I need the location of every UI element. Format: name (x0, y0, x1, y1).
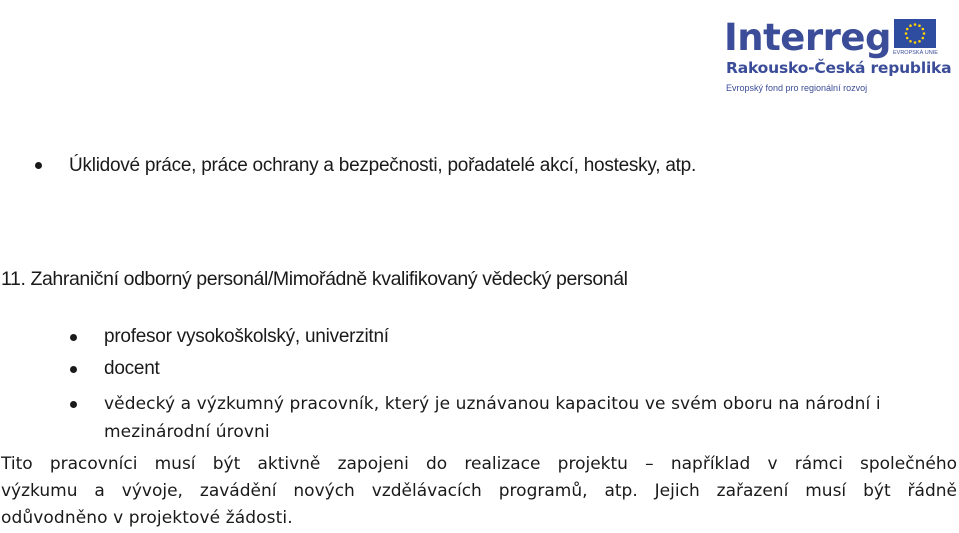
list-item-cleaning: Úklidové práce, práce ochrany a bezpečnosti, pořadatelé akcí, hostesky, atp. (69, 155, 697, 176)
bullet-icon (35, 162, 42, 169)
eu-label: EVROPSKÁ UNIE (893, 50, 938, 56)
list-item: profesor vysokoškolský, univerzitní (104, 326, 389, 347)
list-item-continuation: mezinárodní úrovni (104, 422, 270, 442)
list-item: vědecký a výzkumný pracovník, který je uznávanou kapacitou ve svém oboru na národní i (104, 394, 881, 414)
bullet-icon (70, 334, 77, 341)
bullet-icon (70, 366, 77, 373)
logo-wordmark: Interreg (724, 16, 891, 59)
bullet-icon (70, 401, 77, 408)
interreg-logo (724, 16, 952, 96)
section-heading: 11. Zahraniční odborný personál/Mimořádně kvalifikovaný vědecký personál (1, 268, 628, 290)
paragraph-line: odůvodněno v projektové žádosti. (1, 508, 293, 528)
paragraph-line: výzkumu a vývoje, zavádění nových vzdělávacích programů, atp. Jejich zařazení musí být řádně (1, 481, 957, 501)
eu-flag-icon (894, 19, 936, 48)
logo-program-name: Rakousko-Česká republika (726, 59, 952, 77)
logo-fund-name: Evropský fond pro regionální rozvoj (726, 83, 868, 93)
paragraph-line: Tito pracovníci musí být aktivně zapojeni do realizace projektu – například v rámci společného (1, 454, 957, 474)
list-item: docent (104, 358, 160, 379)
